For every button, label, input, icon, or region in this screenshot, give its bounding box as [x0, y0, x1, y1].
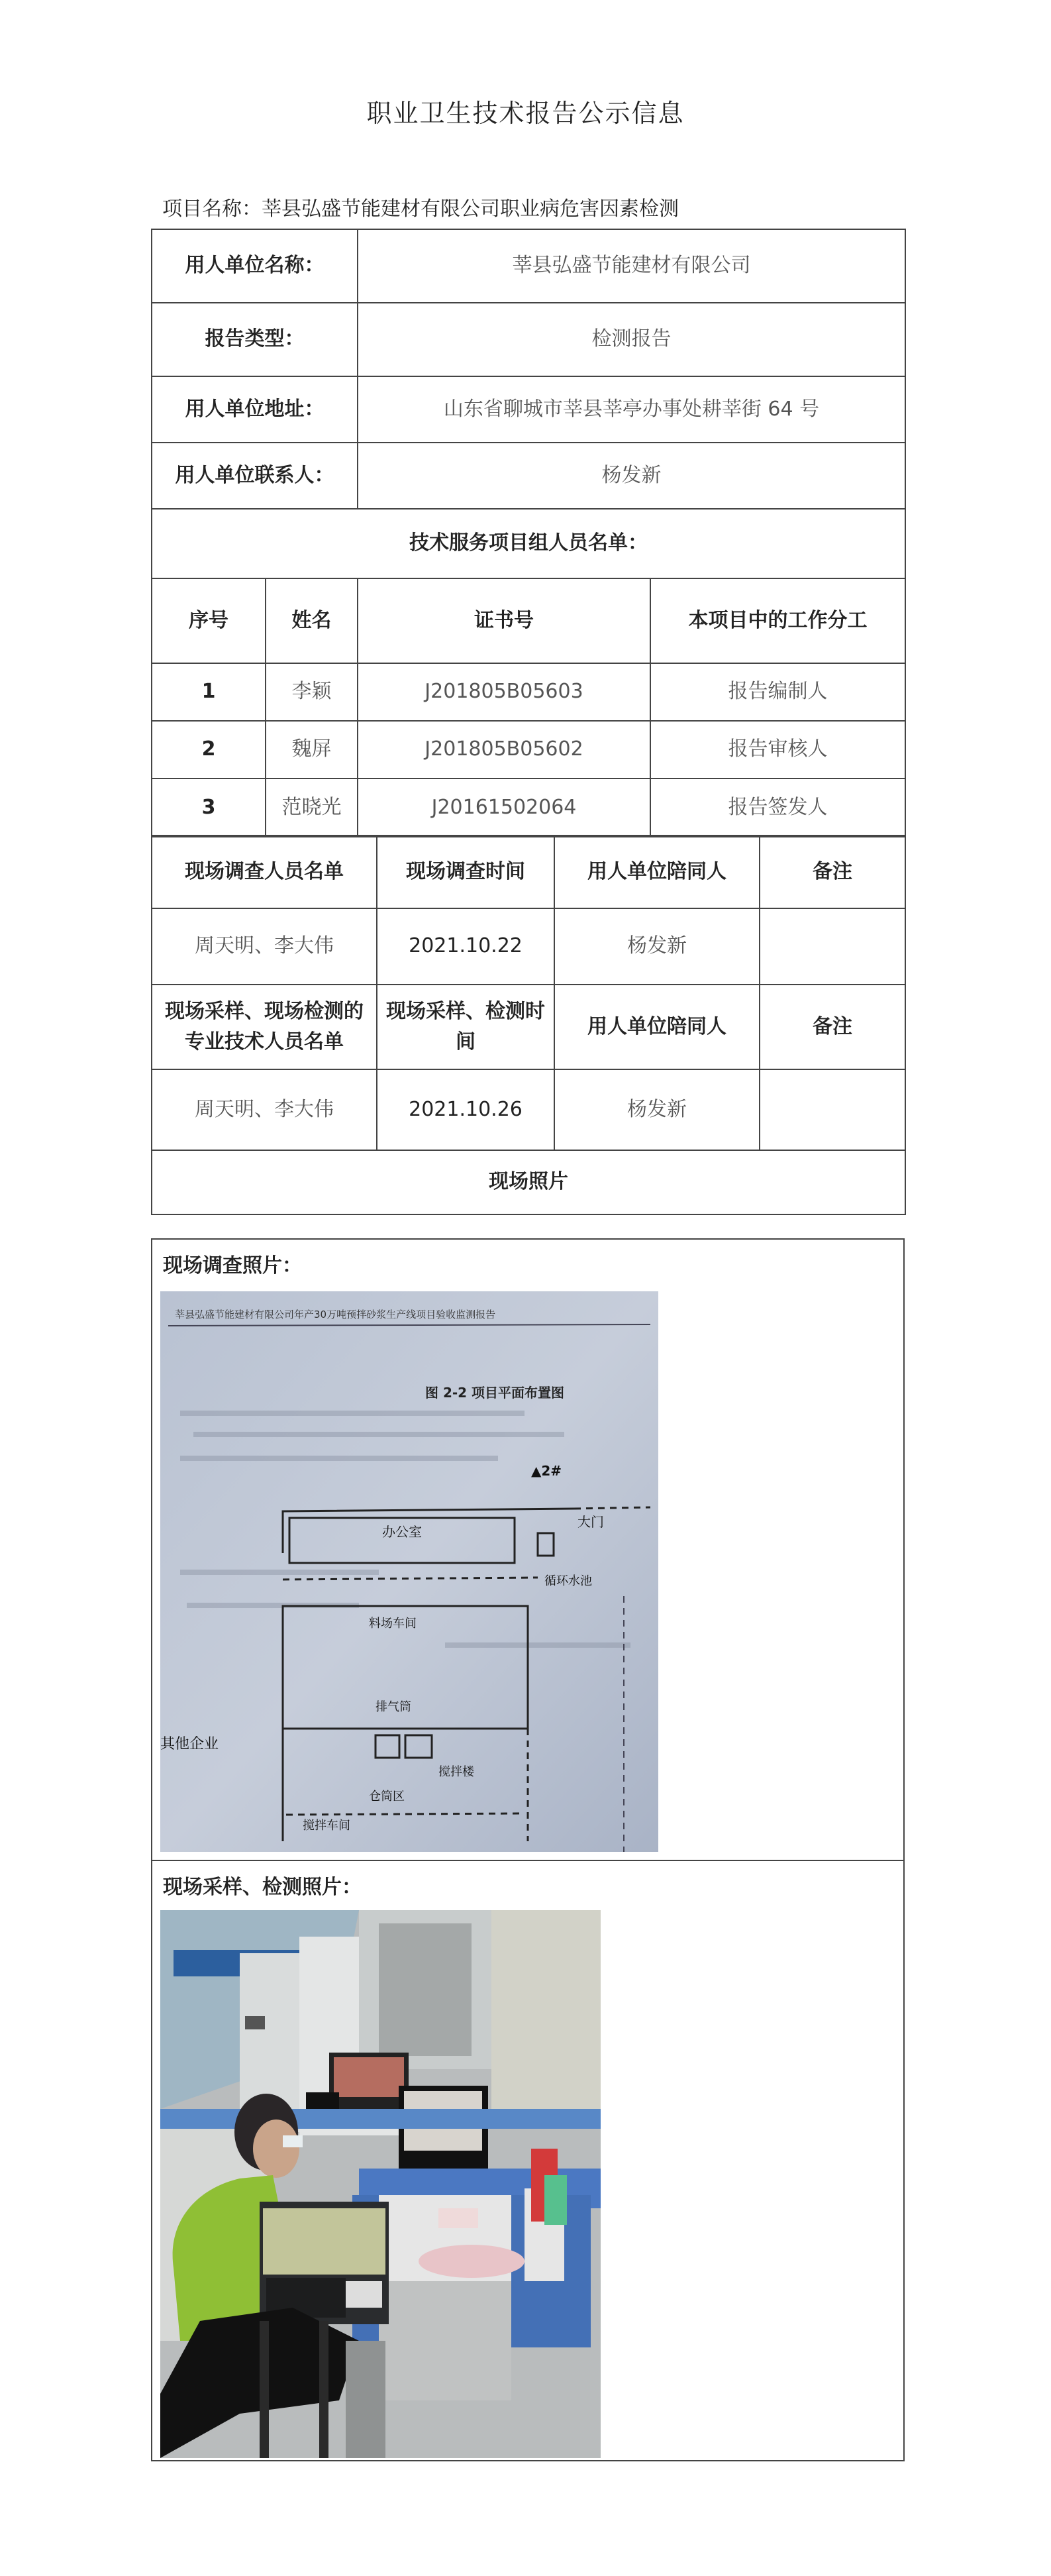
sampling-note [760, 1069, 905, 1150]
sampling-col-staff: 现场采样、现场检测的专业技术人员名单 [152, 985, 377, 1069]
team-role: 报告编制人 [650, 663, 905, 721]
survey-col-escort: 用人单位陪同人 [554, 835, 760, 908]
survey-staff: 周天明、李大伟 [152, 908, 377, 985]
photos-header: 现场照片 [152, 1150, 905, 1214]
team-header: 技术服务项目组人员名单： [152, 509, 905, 578]
survey-col-date: 现场调查时间 [377, 835, 554, 908]
mark-other: 其他企业 [160, 1736, 219, 1752]
team-no: 2 [152, 721, 266, 778]
address-value: 山东省聊城市莘县莘亭办事处耕莘街 64 号 [358, 376, 905, 443]
report-type-value: 检测报告 [358, 303, 905, 376]
sampling-staff: 周天明、李大伟 [152, 1069, 377, 1150]
survey-col-note: 备注 [760, 835, 905, 908]
survey-escort: 杨发新 [554, 908, 760, 985]
employer-value: 莘县弘盛节能建材有限公司 [358, 229, 905, 303]
address-label: 用人单位地址： [152, 376, 358, 443]
sampling-date: 2021.10.26 [377, 1069, 554, 1150]
team-role: 报告审核人 [650, 721, 905, 778]
mark-2: ▲2# [531, 1463, 562, 1479]
sampling-photo [160, 1910, 601, 2461]
survey-col-staff: 现场调查人员名单 [152, 835, 377, 908]
sampling-col-date: 现场采样、检测时间 [377, 985, 554, 1069]
table-row [152, 721, 905, 778]
mark-pool: 循环水池 [544, 1574, 592, 1588]
page-title: 职业卫生技术报告公示信息 [366, 99, 685, 128]
table-row [152, 778, 905, 837]
mark-stack: 排气筒 [375, 1700, 411, 1714]
team-col-cert: 证书号 [358, 578, 650, 663]
table-row [152, 908, 905, 985]
mark-mixer: 搅拌楼 [438, 1765, 474, 1779]
survey-date: 2021.10.22 [377, 908, 554, 985]
table-row [152, 1069, 905, 1150]
team-role: 报告签发人 [650, 778, 905, 837]
mark-gate: 大门 [577, 1514, 604, 1530]
employer-label: 用人单位名称： [152, 229, 358, 303]
contact-value: 杨发新 [358, 443, 905, 509]
team-no: 3 [152, 778, 266, 837]
team-cert: J20161502064 [358, 778, 650, 837]
survey-note [760, 908, 905, 985]
team-col-name: 姓名 [266, 578, 358, 663]
photo-divider [152, 1860, 903, 1861]
survey-photo [160, 1291, 658, 1854]
sampling-col-escort: 用人单位陪同人 [554, 985, 760, 1069]
mark-yard: 料场车间 [369, 1617, 417, 1631]
survey-table [151, 835, 906, 1215]
report-type-label: 报告类型： [152, 303, 358, 376]
sampling-col-note: 备注 [760, 985, 905, 1069]
mark-workshop: 搅拌车间 [303, 1819, 350, 1833]
team-name: 魏屏 [266, 721, 358, 778]
doc-header-text: 莘县弘盛节能建材有限公司年产30万吨预拌砂浆生产线项目验收监测报告 [175, 1309, 496, 1320]
table-row [152, 663, 905, 721]
team-col-role: 本项目中的工作分工 [650, 578, 905, 663]
team-name: 李颖 [266, 663, 358, 721]
project-name: 项目名称：莘县弘盛节能建材有限公司职业病危害因素检测 [162, 197, 679, 221]
mark-office: 办公室 [382, 1524, 422, 1540]
sampling-photo-label: 现场采样、检测照片： [163, 1876, 362, 1899]
mark-silo: 仓筒区 [369, 1790, 405, 1803]
figure-title: 图 2-2 项目平面布置图 [425, 1385, 565, 1401]
team-cert: J201805B05602 [358, 721, 650, 778]
sampling-escort: 杨发新 [554, 1069, 760, 1150]
team-no: 1 [152, 663, 266, 721]
team-col-no: 序号 [152, 578, 266, 663]
contact-label: 用人单位联系人： [152, 443, 358, 509]
info-table [151, 229, 906, 837]
photos-section [151, 1238, 905, 2461]
survey-photo-label: 现场调查照片： [163, 1254, 302, 1277]
team-cert: J201805B05603 [358, 663, 650, 721]
team-name: 范晓光 [266, 778, 358, 837]
